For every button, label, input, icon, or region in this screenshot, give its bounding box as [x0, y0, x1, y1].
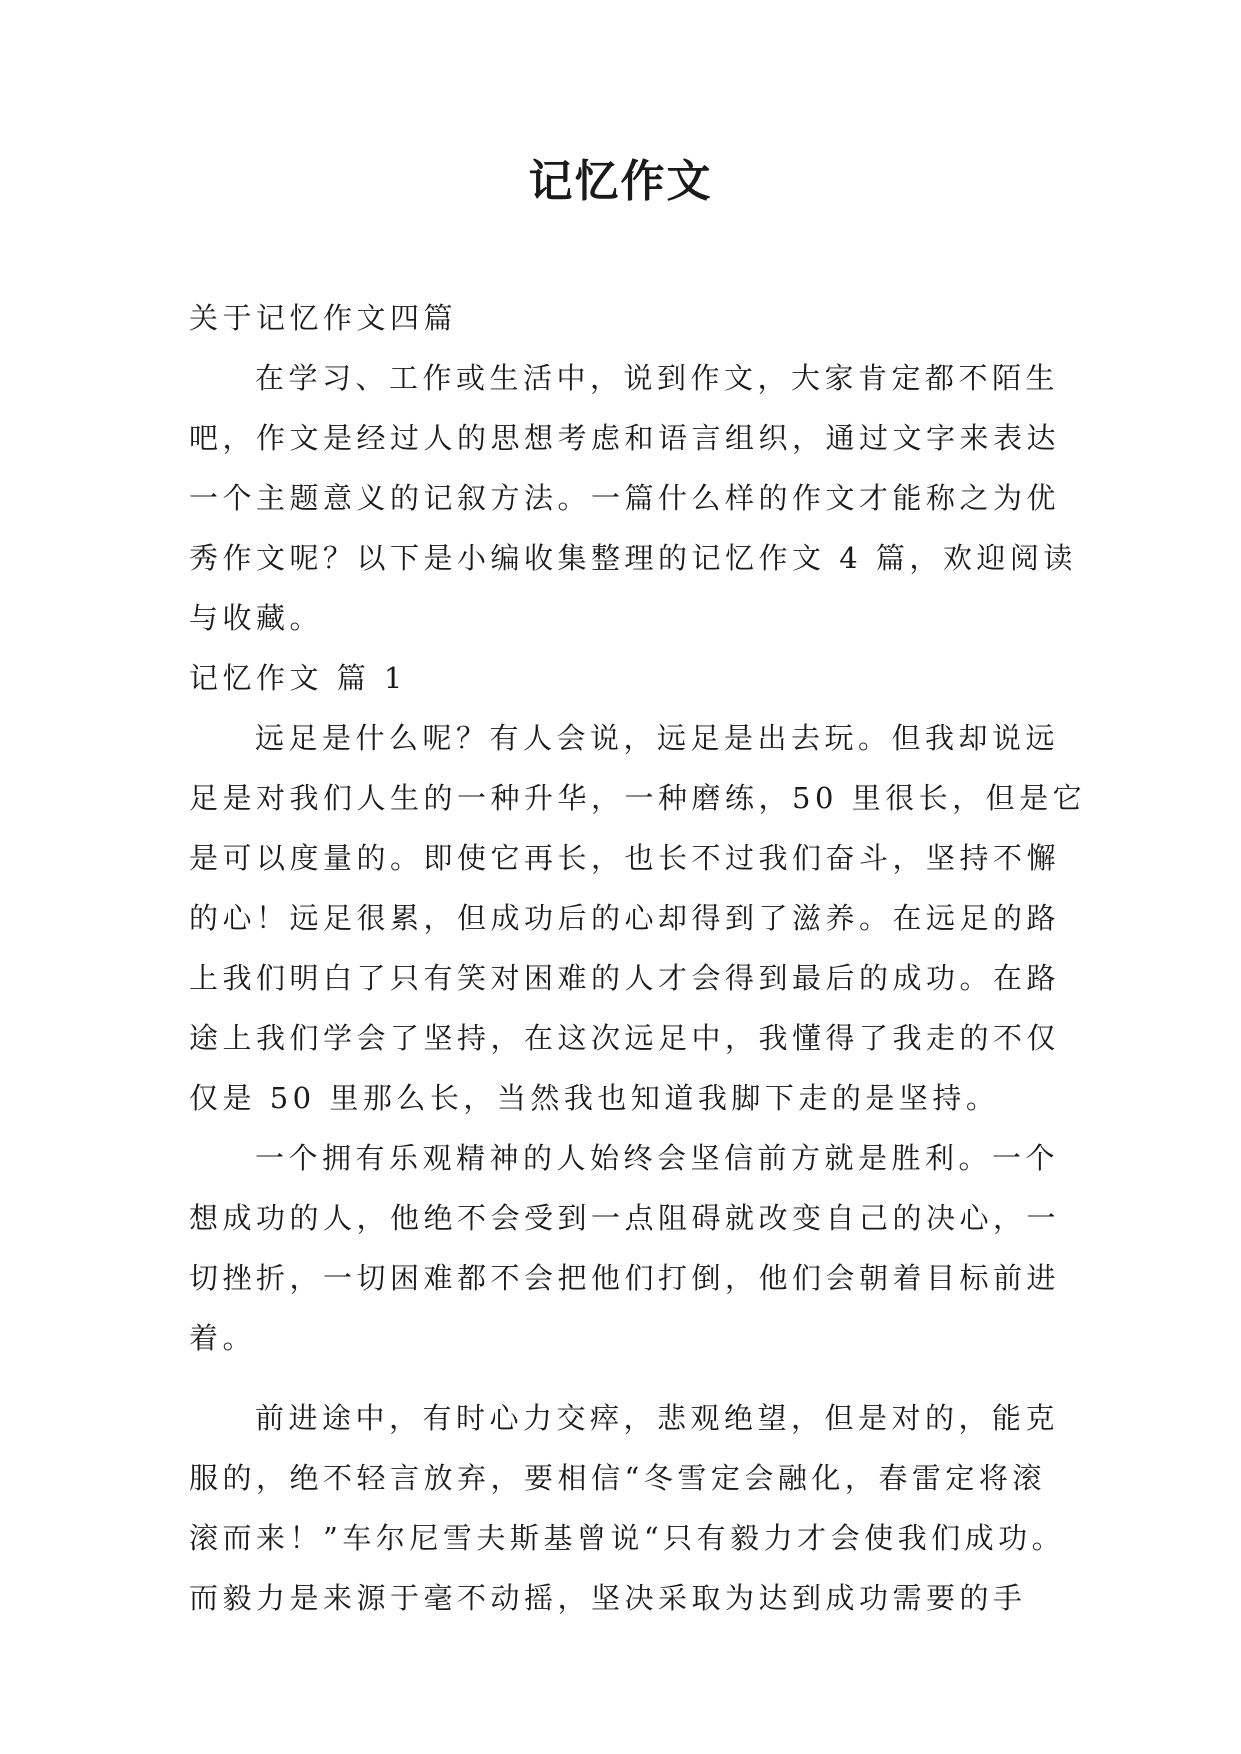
- document-body: [189, 288, 1087, 1628]
- paragraph-2: [189, 1128, 1069, 1368]
- paragraph-line: 切挫折，一切困难都不会把他们打倒，他们会朝着目标前进: [189, 1261, 1061, 1295]
- paragraph-line: 想成功的人，他绝不会受到一点阻碍就改变自己的决心，一: [189, 1201, 1061, 1235]
- document-title: 记忆作文: [528, 156, 713, 207]
- paragraph-line: 前进途中，有时心力交瘁，悲观绝望，但是对的，能克: [255, 1401, 1060, 1435]
- paragraph-line: 服的，绝不轻言放弃，要相信“冬雪定会融化，春雷定将滚: [189, 1461, 1046, 1495]
- section-heading: 记忆作文 篇 1: [189, 661, 407, 695]
- paragraph-spacer: [189, 1368, 1069, 1388]
- intro-line: 在学习、工作或生活中，说到作文，大家肯定都不陌生: [255, 361, 1060, 395]
- intro-paragraph: [189, 348, 1077, 648]
- paragraph-line: 足是对我们人生的一种升华，一种磨练，50 里很长，但是它: [189, 781, 1087, 815]
- intro-line: 一个主题意义的记叙方法。一篇什么样的作文才能称之为优: [189, 481, 1061, 515]
- intro-line: 与收藏。: [189, 601, 324, 635]
- paragraph-line: 是可以度量的。即使它再长，也长不过我们奋斗，坚持不懈: [189, 841, 1061, 875]
- intro-line: 吧，作文是经过人的思想考虑和语言组织，通过文字来表达: [189, 421, 1061, 455]
- paragraph-1: [189, 708, 1087, 1128]
- paragraph-line: 着。: [189, 1321, 257, 1355]
- paragraph-line: 滚而来！”车尔尼雪夫斯基曾说“只有毅力才会使我们成功。: [189, 1521, 1066, 1555]
- paragraph-line: 远足是什么呢？有人会说，远足是出去玩。但我却说远: [255, 721, 1060, 755]
- paragraph-line: 而毅力是来源于毫不动摇，坚决采取为达到成功需要的手: [189, 1581, 1027, 1615]
- paragraph-line: 途上我们学会了坚持，在这次远足中，我懂得了我走的不仅: [189, 1021, 1061, 1055]
- document-subtitle: 关于记忆作文四篇: [189, 301, 458, 335]
- paragraph-line: 的心！远足很累，但成功后的心却得到了滋养。在远足的路: [189, 901, 1061, 935]
- paragraph-line: 上我们明白了只有笑对困难的人才会得到最后的成功。在路: [189, 961, 1061, 995]
- paragraph-3: [189, 1388, 1069, 1628]
- paragraph-line: 仅是 50 里那么长，当然我也知道我脚下走的是坚持。: [189, 1081, 1000, 1115]
- intro-line: 秀作文呢？以下是小编收集整理的记忆作文 4 篇，欢迎阅读: [189, 541, 1077, 575]
- paragraph-line: 一个拥有乐观精神的人始终会坚信前方就是胜利。一个: [255, 1141, 1060, 1175]
